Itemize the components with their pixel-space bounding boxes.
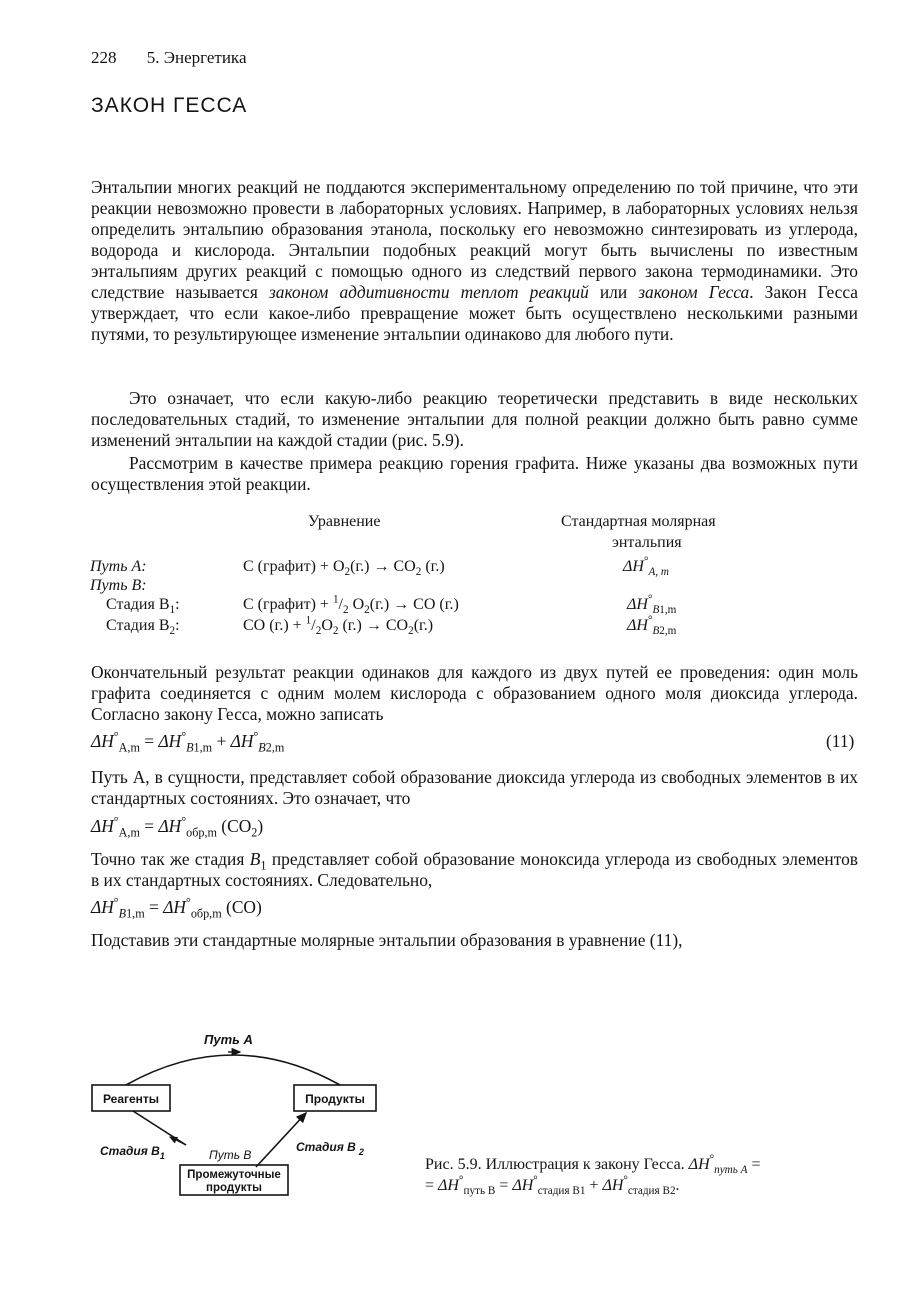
- eqco-b1: B: [118, 906, 127, 921]
- eq11-two: 2: [265, 740, 272, 755]
- eqco-m: ,m: [132, 906, 145, 921]
- eq11-m1: ,m: [199, 740, 213, 755]
- caption-sub-a: путь A: [714, 1164, 748, 1177]
- eq-b1-part4: (г.) → СО (г.): [369, 596, 459, 613]
- eq11-sub2: [186, 740, 212, 754]
- eq-b2-num: 1: [305, 614, 312, 627]
- intermediate-label-l2: продукты: [206, 1182, 262, 1194]
- caption-plus: +: [585, 1177, 603, 1194]
- caption-sub-s2: [628, 1185, 676, 1197]
- eqco2-deg1: °: [113, 814, 119, 829]
- caption-dh1: ΔH: [688, 1156, 710, 1173]
- paragraph-example: Рассмотрим в качестве примера реакцию горения графита. Ниже указаны два возможных пути осуществления этой реакции.: [91, 453, 858, 494]
- page-number: 228: [91, 48, 117, 67]
- paragraph-stages: Это означает, что если какую-либо реакцию теоретически представить в виде нескольких последовательных стадий, то изменение энтальпии для полной реакции должно быть равно сумме изменений энтальпии на каждой стадии (рис. 5.9).: [91, 388, 858, 450]
- eqco2-dh2: ΔH: [158, 816, 182, 836]
- caption-deg4: °: [623, 1174, 628, 1187]
- para1-text-before: Энтальпии многих реакций не поддаются экспериментальному определению по той причине, что эти реакции невозможно провести в лабораторных условиях. Например, в лабораторных условиях нельзя определить энтальпию образования этанола, поскольку его невозможно синтезировать из углерода, водорода и кислорода. Энтальпии подобных реакций могут быть вычислены по известным энтальпиям других реакций с помощью одного из следствий первого закона термодинамики. Это следствие называется: [91, 177, 858, 302]
- idx-b1-letter: B: [652, 604, 660, 617]
- row-label-stage-b2: [106, 617, 180, 638]
- eq-b1-den: 2: [342, 604, 349, 617]
- paragraph-result: Окончательный результат реакции одинаков для каждого из двух путей ее проведения: один моль графита соединяется с одним молем кислорода с образованием одного моля диоксида углерода. Согласно закону Гесса, можно записать: [91, 662, 858, 724]
- caption-dh2: ΔH: [438, 1177, 459, 1194]
- deg-b1: °: [647, 593, 653, 606]
- eq11-dh2: ΔH: [158, 731, 182, 751]
- eq11-equals: =: [139, 731, 159, 751]
- idx-b1-m: m: [667, 604, 677, 617]
- col-header-enthalpy-l1: Стандартная молярная: [561, 513, 716, 530]
- eq-a-sub2: 2: [415, 566, 422, 579]
- paragraph-substitute: Подставив эти стандартные молярные энтальпии образования в уравнение (11),: [91, 930, 683, 950]
- enthalpy-stage-b1: [627, 593, 677, 617]
- stage-b2-label: Стадия В: [106, 617, 170, 634]
- eq11-b1: B: [186, 740, 194, 755]
- caption-prefix: Рис. 5.9. Иллюстрация к закону Гесса.: [425, 1156, 689, 1173]
- eqco2-two: 2: [251, 825, 258, 840]
- hess-law-diagram: [88, 1025, 388, 1200]
- eq-b2-slash: /: [311, 617, 316, 634]
- deg-a: °: [643, 555, 649, 568]
- eqco2-sub2: обр,m: [186, 825, 217, 840]
- dh-b2: ΔH: [627, 617, 648, 634]
- stage-b1-diagram-text: Стадия В: [100, 1144, 160, 1158]
- stage-b2-colon: :: [175, 617, 180, 634]
- equation-co: [91, 895, 262, 921]
- reagents-label: Реагенты: [102, 1092, 160, 1106]
- eq-a-part1: С (графит) + О: [243, 558, 345, 575]
- eq-a-part3: (г.): [421, 558, 445, 575]
- intermediate-label-l1: Промежуточные: [187, 1169, 281, 1181]
- figure-caption: [425, 1154, 858, 1196]
- eq-b1-num: 1: [332, 593, 339, 606]
- caption-sub-s1: [538, 1185, 586, 1197]
- dh-a: ΔH: [623, 558, 644, 575]
- eqco2-co2-a: (СО: [216, 816, 252, 836]
- eq11-dh3: ΔH: [230, 731, 254, 751]
- eq-b1-part3: О: [348, 596, 365, 613]
- deg-b2: °: [647, 614, 653, 627]
- caption-dot: .: [675, 1177, 680, 1194]
- caption-sub-s1-num: 1: [579, 1185, 586, 1198]
- col-header-enthalpy-l2: энтальпия: [612, 534, 682, 551]
- eq11-deg2: °: [181, 729, 187, 744]
- caption-eq1: =: [747, 1156, 761, 1173]
- caption-sub-s1-text: стадия B: [537, 1185, 580, 1198]
- caption-line1: [425, 1154, 858, 1175]
- row-label-path-a: Путь А:: [90, 558, 147, 575]
- equation-number-11: (11): [826, 731, 855, 751]
- eq-b2-part4: (г.) → СО: [338, 617, 409, 634]
- para6-one: 1: [260, 858, 267, 873]
- idx-b1-num: 1: [659, 604, 665, 617]
- eqco-co: (СО): [221, 897, 262, 917]
- eq11-m2: ,m: [271, 740, 285, 755]
- section-title: ЗАКОН ГЕССА: [91, 94, 248, 117]
- eq-b1-slash: /: [338, 596, 343, 613]
- stage-b2-diagram-sub: 2: [358, 1147, 364, 1157]
- eq-b2-sub2: 2: [408, 625, 414, 638]
- eqco2-equals: =: [139, 816, 159, 836]
- eq11-deg3: °: [253, 729, 259, 744]
- stage-b2-diagram-text: Стадия В: [296, 1140, 356, 1154]
- eqco-deg2: °: [185, 895, 191, 910]
- products-label: Продукты: [305, 1092, 365, 1106]
- stage-b1-line: [133, 1111, 186, 1145]
- eqco-sub2: обр,m: [190, 906, 222, 921]
- eq11-deg1: °: [113, 729, 119, 744]
- eqco2-sub1: A,m: [118, 825, 140, 840]
- equation-stage-b1: [243, 593, 459, 617]
- eqco-dh2: ΔH: [163, 897, 186, 917]
- idx-b2: B2,m: [652, 625, 677, 638]
- enthalpy-stage-b2: [627, 614, 677, 638]
- idx-b1: B1,m: [652, 604, 677, 617]
- equation-co2: [91, 814, 264, 840]
- eqco-dh1: ΔH: [91, 897, 114, 917]
- stage-b2-sub: 2: [169, 625, 176, 638]
- eq-a-part2: (г.) → СО: [350, 558, 416, 575]
- stage-b2-diagram-label: [296, 1140, 364, 1157]
- path-a-arc: [126, 1055, 340, 1085]
- stage-b1-colon: :: [175, 596, 180, 613]
- caption-deg3: °: [533, 1174, 538, 1187]
- stage-b1-arrow: [170, 1137, 186, 1145]
- para6-b: B: [249, 849, 261, 869]
- equation-path-a: [243, 558, 445, 579]
- path-a-label: Путь А: [204, 1032, 253, 1047]
- caption-sub-s2-text: стадия B: [627, 1185, 670, 1198]
- eq11-dh1: ΔH: [91, 731, 114, 751]
- eq-b2-part3: О: [321, 617, 333, 634]
- caption-sub-b: путь B: [463, 1185, 496, 1198]
- eq-a-sub1: 2: [344, 566, 351, 579]
- eqco-equals: =: [144, 897, 164, 917]
- idx-b2-letter: B: [652, 625, 660, 638]
- stage-b1-label: Стадия В: [106, 596, 170, 613]
- idx-a: A, m: [648, 566, 669, 579]
- row-label-stage-b1: [106, 596, 180, 617]
- caption-eq3: =: [495, 1177, 513, 1194]
- paragraph-intro: [91, 177, 858, 345]
- caption-deg2: °: [458, 1174, 464, 1187]
- col-header-equation: Уравнение: [308, 513, 381, 530]
- eq-b2-sub1: 2: [332, 625, 339, 638]
- eqco2-dh1: ΔH: [91, 816, 114, 836]
- dh-b1: ΔH: [627, 596, 648, 613]
- stage-b1-sub: 1: [169, 604, 176, 617]
- para1-text-or: или: [588, 282, 639, 302]
- eq11-b2: B: [258, 740, 266, 755]
- equation-11: [91, 729, 285, 755]
- eq11-one: 1: [193, 740, 200, 755]
- eqco-deg1: °: [113, 895, 119, 910]
- para6-after: представляет собой образование моноксида углерода из свободных элементов в их стандартных состояниях. Следовательно,: [91, 849, 858, 890]
- row-label-path-b: Путь В:: [90, 577, 147, 594]
- eq-b2-part5: (г.): [413, 617, 434, 634]
- para1-text-after: . Закон Гесса утверждает, что если какое-либо превращение может быть осуществлено несколькими разными путями, то результирующее изменение энтальпии одинаково для любого пути.: [91, 282, 858, 344]
- caption-dh3: ΔH: [512, 1177, 534, 1194]
- running-header: [91, 48, 246, 68]
- equation-stage-b2: [243, 614, 434, 638]
- eq-b2-part1: СО (г.) +: [243, 617, 306, 634]
- eqco-sub1: [119, 906, 145, 920]
- eq-b1-part1: С (графит) +: [243, 596, 333, 613]
- caption-dh4: ΔH: [602, 1177, 624, 1194]
- stage-b1-diagram-label: [100, 1144, 165, 1161]
- paragraph-path-a: Путь А, в сущности, представляет собой образование диоксида углерода из свободных элементов в их стандартных состояниях. Это означает, что: [91, 767, 858, 808]
- eq-b2-den: 2: [315, 625, 322, 638]
- caption-line2: [425, 1175, 858, 1196]
- stage-b1-diagram-sub: 1: [159, 1151, 165, 1161]
- caption-sub-s2-num: 2: [669, 1185, 676, 1198]
- eq11-plus: +: [212, 731, 231, 751]
- para1-term-additivity: законом аддитивности теплот реакций: [268, 282, 589, 302]
- eq11-sub1: A,m: [118, 740, 140, 755]
- paragraph-stage-b1: [91, 849, 858, 891]
- eqco2-co2-b: ): [257, 816, 264, 836]
- caption-deg1: °: [709, 1153, 715, 1166]
- path-b-label: Путь В: [209, 1148, 252, 1162]
- eq-b1-sub: 2: [364, 604, 370, 617]
- eqco-one: 1: [126, 906, 133, 921]
- idx-b2-m: m: [667, 625, 677, 638]
- running-title: 5. Энергетика: [146, 48, 247, 67]
- eq11-sub3: [258, 740, 284, 754]
- idx-b2-num: 2: [659, 625, 665, 638]
- enthalpy-path-a: [623, 555, 669, 579]
- para6-before: Точно так же стадия: [91, 849, 250, 869]
- para1-term-hess: законом Гесса: [638, 282, 750, 302]
- eqco2-deg2: °: [181, 814, 187, 829]
- caption-eq2: =: [425, 1177, 439, 1194]
